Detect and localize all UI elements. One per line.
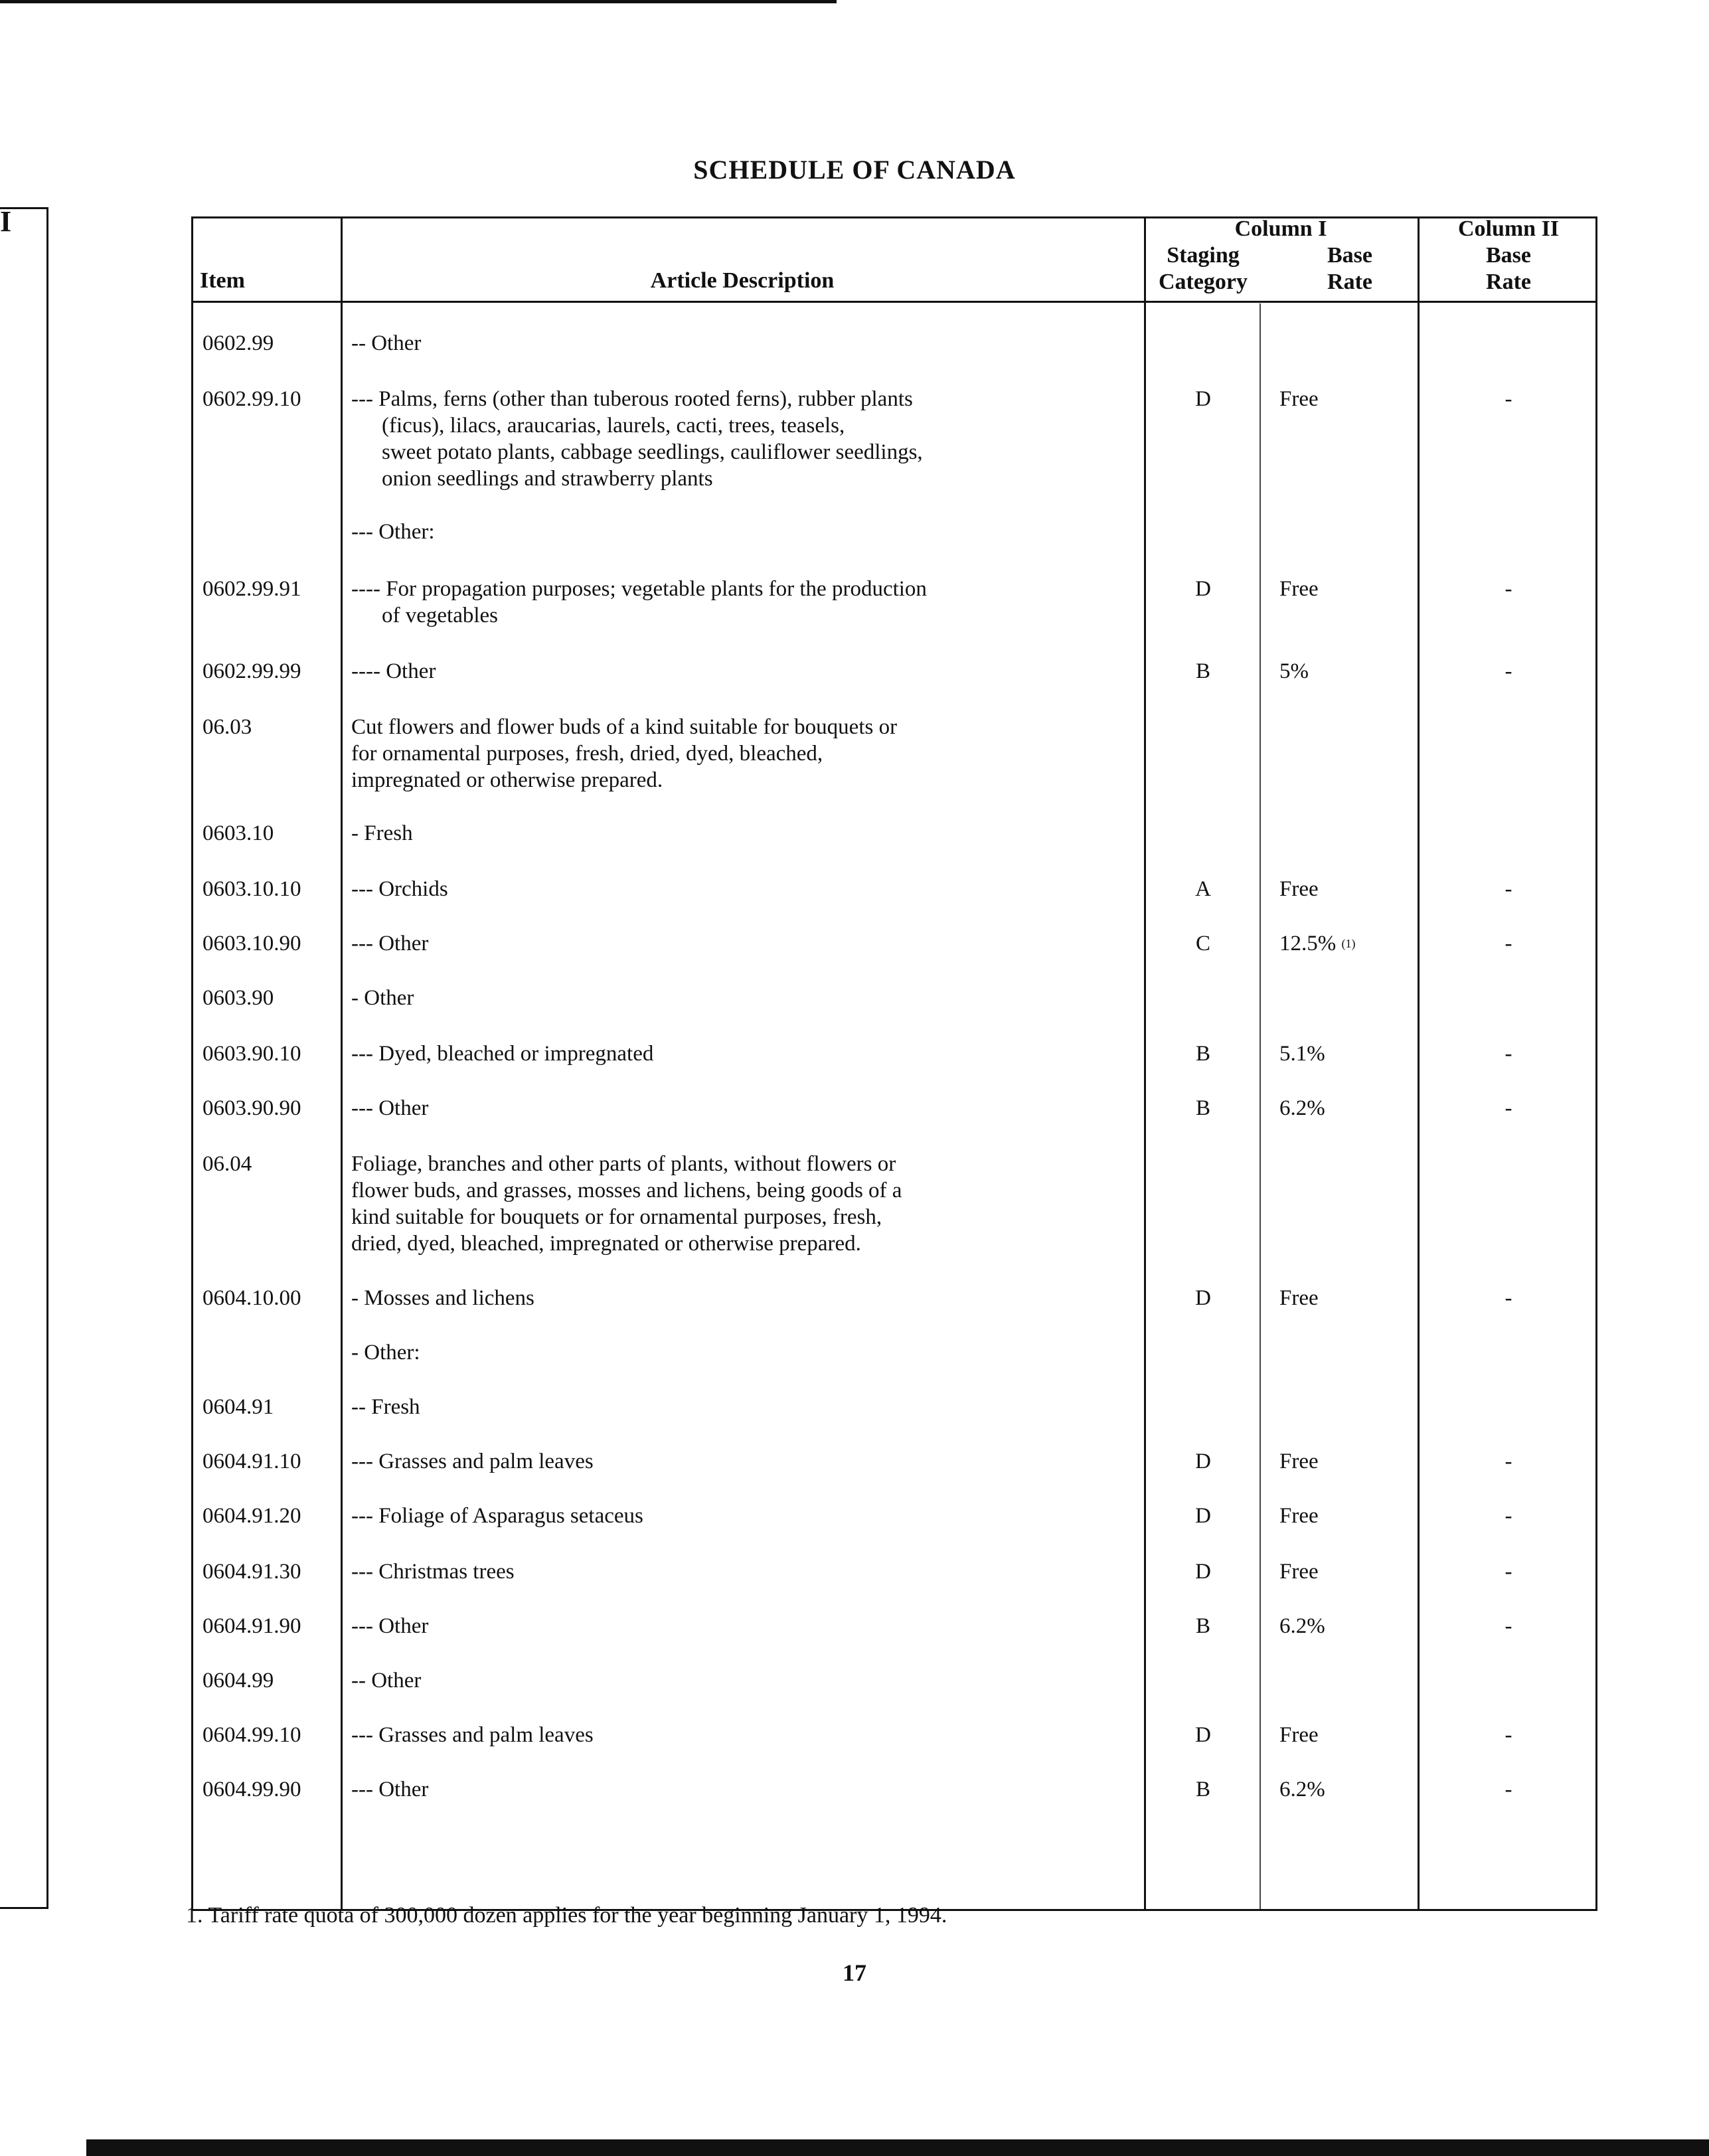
article-description: -- Fresh: [351, 1395, 420, 1419]
item-code: 0603.10.90: [203, 932, 301, 955]
staging-category: D: [1195, 1450, 1211, 1473]
article-description: --- Other: [351, 932, 429, 955]
item-code: 0603.90: [203, 986, 274, 1010]
header-base-line-2: Rate: [1327, 270, 1372, 294]
scan-bottom-bar: [86, 2139, 1709, 2156]
article-description: ---- For propagation purposes; vegetable plants for the production: [351, 577, 927, 601]
footnote: 1. Tariff rate quota of 300,000 dozen applies for the year beginning January 1, 1994.: [186, 1903, 947, 1928]
footnote-marker: (1): [1341, 937, 1356, 950]
article-description: --- Grasses and palm leaves: [351, 1723, 594, 1747]
staging-category: B: [1195, 1614, 1210, 1638]
base-rate: 6.2%: [1279, 1096, 1325, 1120]
staging-category: B: [1195, 1096, 1210, 1120]
base-rate: 6.2%: [1279, 1614, 1325, 1638]
item-code: 0604.91.10: [203, 1450, 301, 1473]
page-title: SCHEDULE OF CANADA: [693, 155, 1016, 185]
item-code: 0602.99.99: [203, 659, 301, 683]
article-description-cont: onion seedlings and strawberry plants: [382, 467, 713, 491]
article-description: --- Other: [351, 1614, 429, 1638]
article-description-cont: dried, dyed, bleached, impregnated or otherwise prepared.: [351, 1232, 861, 1256]
staging-category: B: [1195, 659, 1210, 683]
column-2-rate: -: [1505, 659, 1512, 683]
header-col2-base-line-1: Base: [1486, 243, 1531, 268]
base-rate: Free: [1279, 577, 1319, 601]
base-rate: 5%: [1279, 659, 1309, 683]
base-rate: Free: [1279, 1286, 1319, 1310]
article-description: - Mosses and lichens: [351, 1286, 534, 1310]
article-description: Cut flowers and flower buds of a kind suitable for bouquets or: [351, 715, 898, 739]
staging-category: D: [1195, 1723, 1211, 1747]
article-description: --- Grasses and palm leaves: [351, 1450, 594, 1473]
item-code: 0604.91.90: [203, 1614, 301, 1638]
article-description-cont: for ornamental purposes, fresh, dried, dyed, bleached,: [351, 742, 823, 766]
article-description: ---- Other: [351, 659, 436, 683]
base-rate-value: 12.5%: [1279, 932, 1337, 955]
item-code: 0604.91.30: [203, 1560, 301, 1584]
staging-category: D: [1195, 1504, 1211, 1528]
tariff-table: [191, 216, 1597, 1911]
base-rate: Free: [1279, 1723, 1319, 1747]
column-2-rate: -: [1505, 1286, 1512, 1310]
base-rate: Free: [1279, 1560, 1319, 1584]
article-description: --- Palms, ferns (other than tuberous rooted ferns), rubber plants: [351, 387, 913, 411]
column-2-rate: -: [1505, 1504, 1512, 1528]
article-description: -- Other: [351, 331, 422, 355]
article-description: --- Foliage of Asparagus setaceus: [351, 1504, 643, 1528]
staging-category: A: [1195, 877, 1211, 901]
article-description-cont: impregnated or otherwise prepared.: [351, 768, 663, 792]
column-2-rate: -: [1505, 1450, 1512, 1473]
base-rate: [1279, 930, 1356, 957]
item-code: 0603.90.90: [203, 1096, 301, 1120]
item-code: 0602.99.91: [203, 577, 301, 601]
header-col2-base-line-2: Rate: [1486, 270, 1531, 294]
article-description-cont: (ficus), lilacs, araucarias, laurels, cacti, trees, teasels,: [382, 414, 845, 438]
header-rule: [193, 301, 1595, 303]
article-description: - Fresh: [351, 821, 413, 845]
item-code: 0604.91: [203, 1395, 274, 1419]
staging-category: D: [1195, 387, 1211, 411]
column-2-rate: -: [1505, 387, 1512, 411]
article-description: Foliage, branches and other parts of plants, without flowers or: [351, 1152, 896, 1176]
staging-category: C: [1195, 932, 1210, 955]
column-divider: [1144, 218, 1146, 1909]
item-code: 0604.10.00: [203, 1286, 301, 1310]
item-code: 0604.99: [203, 1669, 274, 1693]
column-2-rate: -: [1505, 1778, 1512, 1801]
column-2-rate: -: [1505, 877, 1512, 901]
article-description-cont: flower buds, and grasses, mosses and lichens, being goods of a: [351, 1179, 902, 1202]
header-staging-line-2: Category: [1158, 270, 1248, 294]
staging-category: B: [1195, 1778, 1210, 1801]
header-item: Item: [200, 268, 245, 293]
header-description: Article Description: [650, 268, 835, 293]
header-staging-line-1: Staging: [1167, 243, 1240, 268]
column-divider-staging: [1260, 303, 1261, 1909]
article-description: --- Other: [351, 1778, 429, 1801]
base-rate: Free: [1279, 877, 1319, 901]
article-description: --- Christmas trees: [351, 1560, 515, 1584]
article-description: --- Other: [351, 1096, 429, 1120]
item-code: 0603.10.10: [203, 877, 301, 901]
staging-category: D: [1195, 1560, 1211, 1584]
item-code: 0603.90.10: [203, 1042, 301, 1066]
item-code: 06.03: [203, 715, 252, 739]
column-2-rate: -: [1505, 1723, 1512, 1747]
article-description: -- Other: [351, 1669, 422, 1693]
staging-category: B: [1195, 1042, 1210, 1066]
adjacent-page-edge-lower: [0, 292, 48, 1909]
column-2-rate: -: [1505, 932, 1512, 955]
base-rate: Free: [1279, 387, 1319, 411]
article-description-cont: sweet potato plants, cabbage seedlings, cauliflower seedlings,: [382, 440, 923, 464]
staging-category: D: [1195, 1286, 1211, 1310]
article-description: - Other: [351, 986, 414, 1010]
column-2-rate: -: [1505, 1042, 1512, 1066]
article-description: --- Orchids: [351, 877, 448, 901]
item-code: 0604.91.20: [203, 1504, 301, 1528]
column-2-rate: -: [1505, 1560, 1512, 1584]
item-code: 0603.10: [203, 821, 274, 845]
header-column-1: Column I: [1234, 216, 1327, 241]
column-2-rate: -: [1505, 1614, 1512, 1638]
margin-mark: I: [0, 205, 12, 238]
header-base-line-1: Base: [1327, 243, 1372, 268]
base-rate: 6.2%: [1279, 1778, 1325, 1801]
item-code: 0604.99.90: [203, 1778, 301, 1801]
base-rate: 5.1%: [1279, 1042, 1325, 1066]
article-description: --- Dyed, bleached or impregnated: [351, 1042, 654, 1066]
article-description-cont: of vegetables: [382, 604, 499, 627]
item-code: 06.04: [203, 1152, 252, 1176]
article-description: --- Other:: [351, 520, 435, 544]
column-2-rate: -: [1505, 1096, 1512, 1120]
scan-top-rule: [0, 0, 837, 3]
base-rate: Free: [1279, 1450, 1319, 1473]
base-rate: Free: [1279, 1504, 1319, 1528]
page-number: 17: [843, 1959, 866, 1986]
column-2-rate: -: [1505, 577, 1512, 601]
item-code: 0602.99.10: [203, 387, 301, 411]
header-column-2: Column II: [1457, 216, 1560, 241]
column-divider: [341, 218, 343, 1909]
item-code: 0602.99: [203, 331, 274, 355]
article-description-cont: kind suitable for bouquets or for ornamental purposes, fresh,: [351, 1205, 882, 1229]
article-description: - Other:: [351, 1341, 420, 1365]
staging-category: D: [1195, 577, 1211, 601]
item-code: 0604.99.10: [203, 1723, 301, 1747]
